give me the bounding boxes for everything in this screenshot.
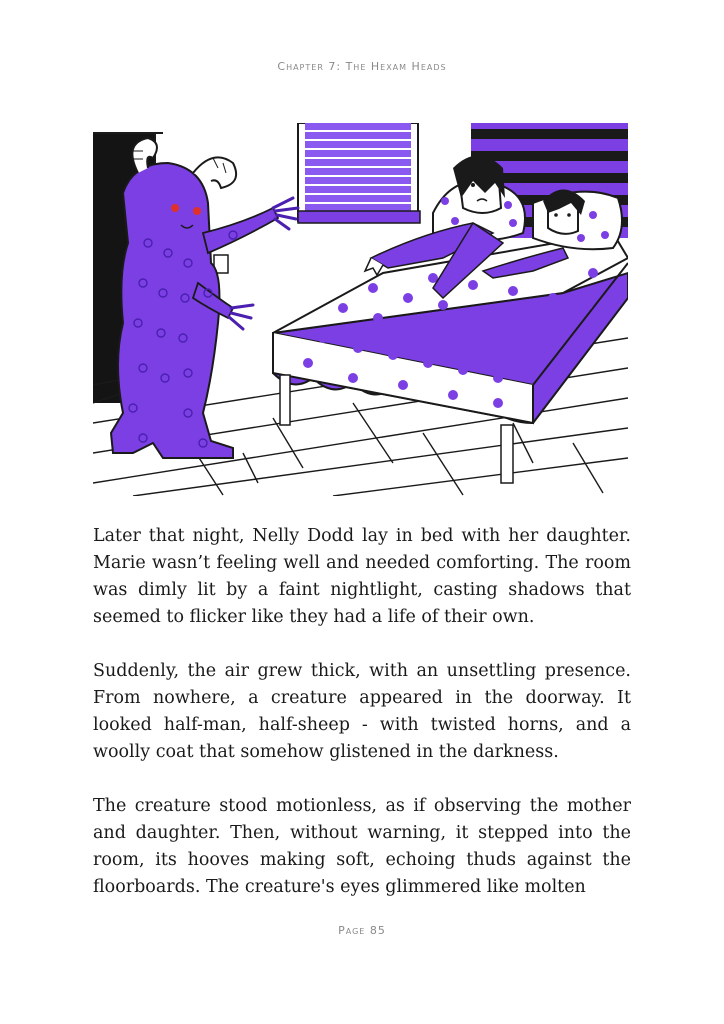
paragraph: Suddenly, the air grew thick, with an unsettling presence. From nowhere, a creature appeared in the doorway. It looked half-man, half-sheep - with twisted horns, and a woolly coat that somehow glistened in the darkness.: [93, 661, 631, 762]
page-number: Page 85: [338, 924, 386, 937]
paragraph: The creature stood motionless, as if observing the mother and daughter. Then, without warning, it stepped into the room, its hooves making soft, echoing thuds against the floorboards. The creature's eyes glimmered like molten: [93, 796, 631, 897]
window-blinds: [298, 123, 420, 223]
paragraph: Later that night, Nelly Dodd lay in bed with her daughter. Marie wasn’t feeling well and needed comforting. The room was dimly lit by a faint nightlight, casting shadows that seemed to flicker like they had a life of their own.: [93, 526, 631, 627]
body-text: [93, 523, 631, 901]
running-head: Chapter 7: The Hexam Heads: [277, 60, 447, 73]
story-illustration: [93, 123, 628, 496]
